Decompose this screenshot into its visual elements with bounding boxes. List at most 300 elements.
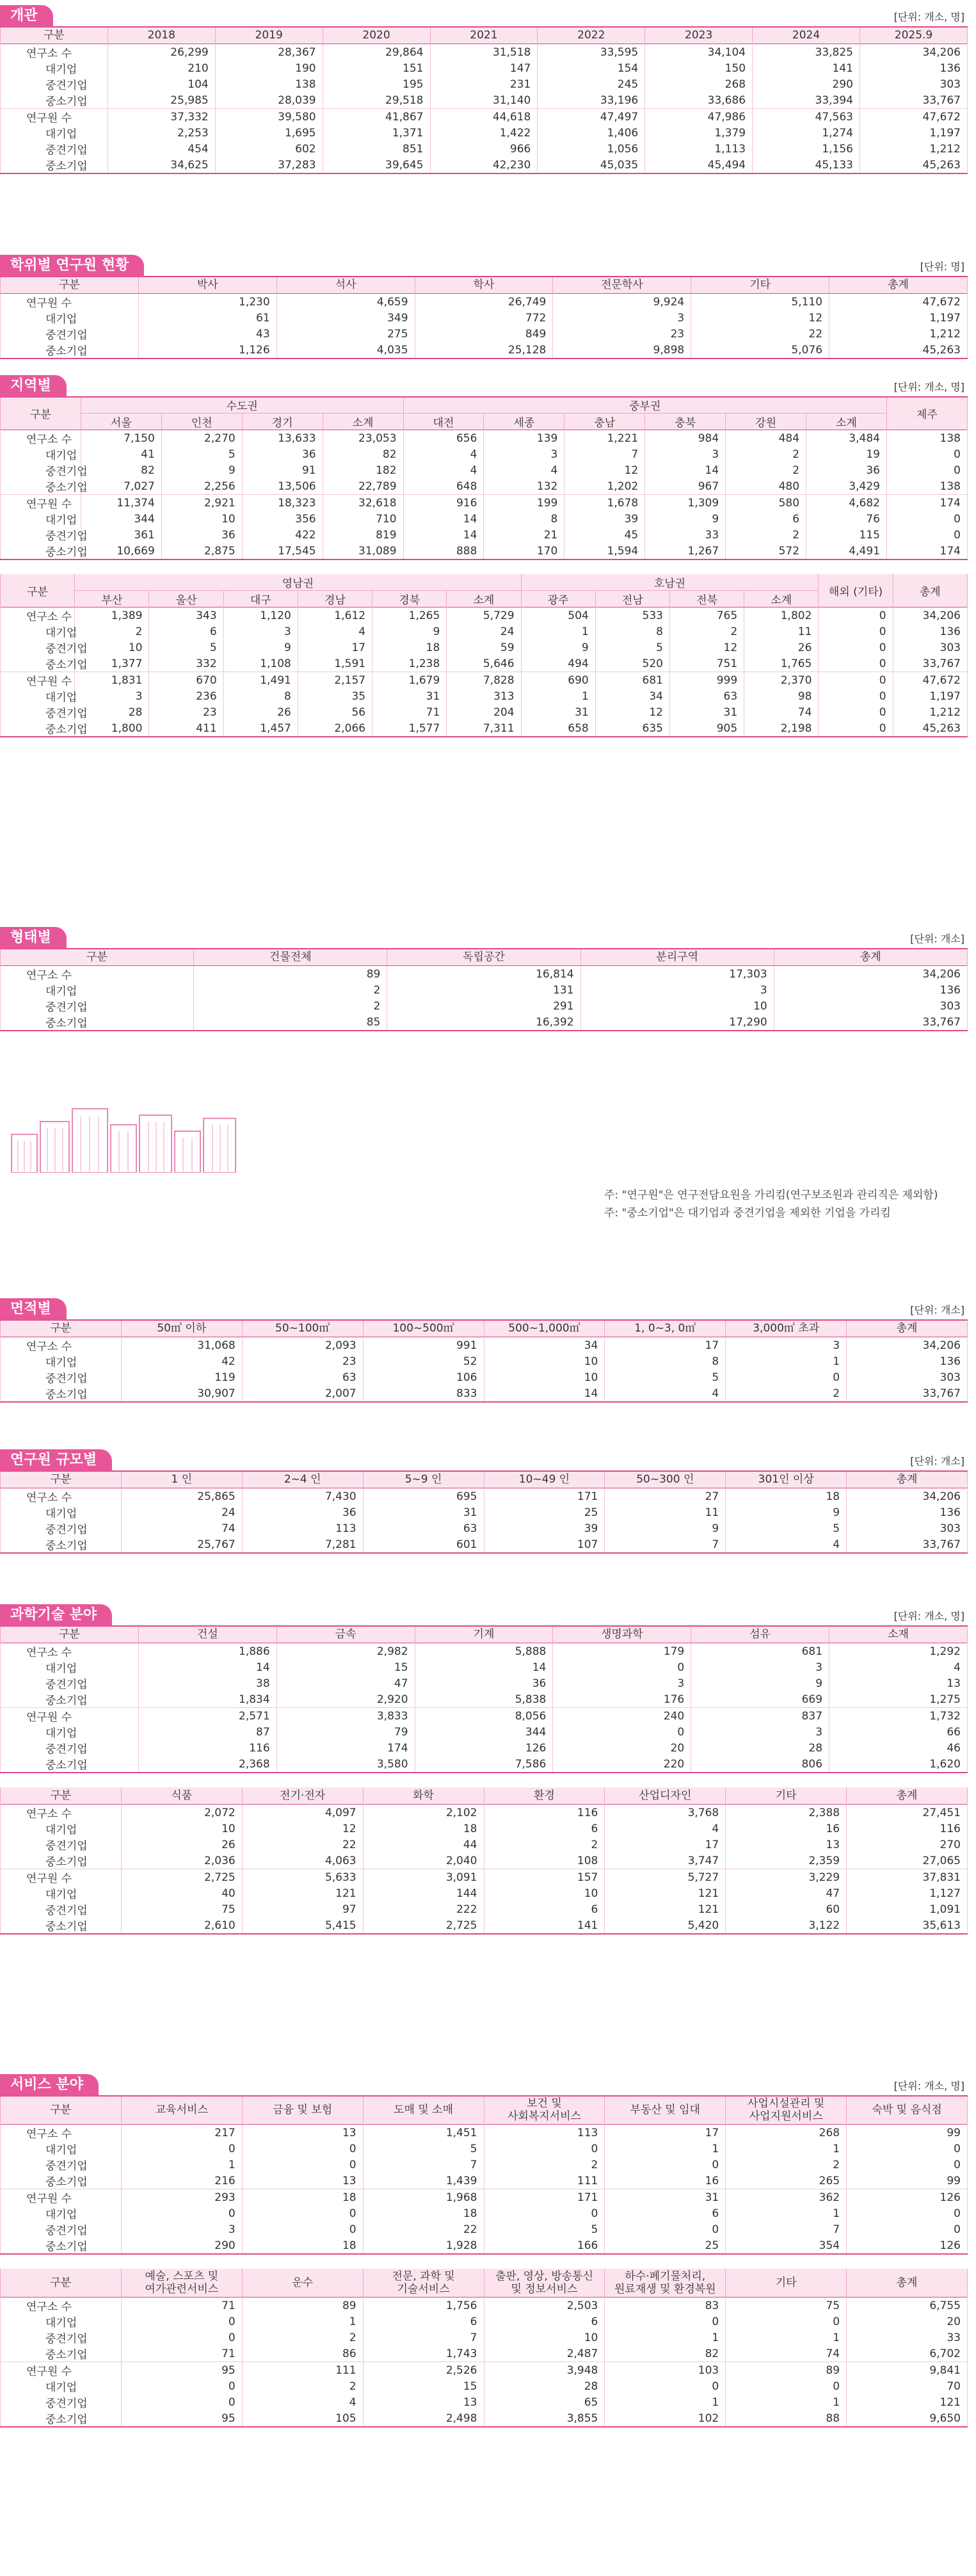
table-cell: 3,229: [726, 1869, 847, 1886]
table-cell: 190: [215, 60, 323, 76]
table-cell: 27,451: [847, 1805, 968, 1821]
table-cell: 888: [403, 543, 484, 559]
table-cell: 71: [372, 704, 447, 720]
table-cell: 480: [726, 478, 806, 495]
table-cell: 12: [595, 704, 669, 720]
table-cell: 70: [847, 2378, 968, 2394]
row-label: 중견기업: [1, 1520, 122, 1536]
row-label: 연구소 수: [1, 608, 75, 624]
column-header: 1 인: [121, 1471, 242, 1488]
table-cell: 1: [726, 2205, 847, 2221]
table-cell: 520: [595, 656, 669, 672]
table-cell: 27,065: [847, 1853, 968, 1869]
table-cell: 14: [415, 1659, 553, 1675]
table-cell: 5: [149, 640, 223, 656]
table-cell: 10: [580, 998, 774, 1014]
table-cell: 3: [726, 1337, 847, 1354]
header-row: [1, 277, 968, 294]
table-cell: 141: [753, 60, 860, 76]
table-cell: 4,491: [806, 543, 887, 559]
table-cell: 2,498: [363, 2410, 484, 2427]
table-cell: 2,368: [138, 1756, 276, 1773]
table-cell: 89: [726, 2362, 847, 2379]
service-table-2: [0, 2269, 968, 2427]
table-cell: 291: [387, 998, 580, 1014]
table-cell: 151: [323, 60, 430, 76]
table-cell: 95: [121, 2410, 242, 2427]
table-cell: 6: [363, 2314, 484, 2330]
table-cell: 290: [121, 2237, 242, 2254]
table-cell: 690: [521, 672, 595, 689]
table-cell: 4: [484, 462, 564, 478]
table-cell: 17: [298, 640, 372, 656]
table-cell: 121: [847, 2394, 968, 2410]
table-cell: 111: [484, 2173, 605, 2189]
row-label: 중소기업: [1, 656, 75, 672]
row-label: 연구원 수: [1, 672, 75, 689]
table-cell: 6: [484, 1821, 605, 1837]
column-group-header: 해외 (기타): [819, 574, 893, 608]
table-cell: 1,743: [363, 2346, 484, 2362]
table-cell: 25,767: [121, 1536, 242, 1553]
table-row: [1, 141, 968, 157]
row-label: 대기업: [1, 2141, 122, 2157]
row-label: 중견기업: [1, 2221, 122, 2237]
table-cell: 967: [645, 478, 726, 495]
table-cell: 343: [149, 608, 223, 624]
table-row: [1, 1837, 968, 1853]
table-row: [1, 342, 968, 358]
table-cell: 17,545: [242, 543, 323, 559]
row-label: 대기업: [1, 624, 75, 640]
table-row: [1, 1643, 968, 1660]
table-cell: 0: [847, 2221, 968, 2237]
table-cell: 5,110: [691, 294, 829, 310]
table-cell: 47: [726, 1885, 847, 1901]
table-cell: 71: [121, 2346, 242, 2362]
table-cell: 42,230: [430, 157, 538, 173]
column-header: 하수·폐기물처리, 원료재생 및 환경복원: [605, 2269, 726, 2298]
table-cell: 16: [605, 2173, 726, 2189]
table-cell: 2,040: [363, 1853, 484, 1869]
column-header: 50㎡ 이하: [121, 1320, 242, 1337]
table-cell: 669: [691, 1691, 829, 1708]
table-cell: 25: [484, 1504, 605, 1520]
table-cell: 17: [605, 1837, 726, 1853]
table-cell: 849: [415, 326, 553, 342]
table-cell: 1,197: [893, 688, 967, 704]
table-cell: 851: [323, 141, 430, 157]
table-cell: 138: [886, 478, 967, 495]
table-cell: 75: [121, 1901, 242, 1917]
table-row: [1, 92, 968, 109]
table-cell: 1: [521, 688, 595, 704]
table-cell: 36: [806, 462, 887, 478]
table-cell: 10: [484, 1369, 605, 1385]
table-cell: 217: [121, 2125, 242, 2141]
table-cell: 3,768: [605, 1805, 726, 1821]
table-cell: 56: [298, 704, 372, 720]
table-row: [1, 998, 968, 1014]
table-cell: 7: [564, 446, 645, 462]
table-cell: 40: [121, 1885, 242, 1901]
table-row: [1, 1353, 968, 1369]
table-cell: 28: [691, 1740, 829, 1756]
column-header: 대전: [403, 414, 484, 430]
table-cell: 82: [323, 446, 403, 462]
table-cell: 82: [81, 462, 161, 478]
table-cell: 136: [774, 982, 967, 998]
table-cell: 1,591: [298, 656, 372, 672]
table-cell: 2,388: [726, 1805, 847, 1821]
table-cell: 116: [138, 1740, 276, 1756]
table-cell: 37,283: [215, 157, 323, 173]
table-cell: 103: [605, 2362, 726, 2379]
table-cell: 6,755: [847, 2298, 968, 2314]
table-cell: 4,035: [276, 342, 415, 358]
table-cell: 220: [553, 1756, 691, 1773]
table-cell: 4,659: [276, 294, 415, 310]
table-cell: 303: [860, 76, 968, 92]
table-cell: 74: [121, 1520, 242, 1536]
table-row: [1, 2394, 968, 2410]
table-cell: 1,491: [223, 672, 298, 689]
table-cell: 204: [447, 704, 521, 720]
table-cell: 33,767: [893, 656, 967, 672]
table-cell: 24: [121, 1504, 242, 1520]
row-label: 대기업: [1, 1353, 122, 1369]
table-cell: 1: [242, 2314, 363, 2330]
table-cell: 7: [363, 2330, 484, 2346]
table-cell: 10: [75, 640, 149, 656]
table-cell: 0: [121, 2378, 242, 2394]
column-header: 운수: [242, 2269, 363, 2298]
table-cell: 0: [121, 2141, 242, 2157]
column-header: 분리구역: [580, 949, 774, 966]
table-row: [1, 1708, 968, 1725]
table-cell: 2,526: [363, 2362, 484, 2379]
header-row: [1, 1787, 968, 1805]
table-cell: 34,206: [860, 44, 968, 61]
header-row: [1, 2096, 968, 2125]
row-label: 중소기업: [1, 1756, 139, 1773]
column-header: 50~100㎡: [242, 1320, 363, 1337]
column-header: 숙박 및 음식점: [847, 2096, 968, 2125]
table-cell: 102: [605, 2410, 726, 2427]
table-cell: 47,986: [645, 109, 753, 125]
table-cell: 141: [484, 1917, 605, 1934]
table-row: [1, 2173, 968, 2189]
table-cell: 18: [372, 640, 447, 656]
column-header: 경남: [298, 591, 372, 608]
table-cell: 44: [363, 1837, 484, 1853]
table-cell: 45,263: [893, 720, 967, 737]
table-row: [1, 495, 968, 511]
section-title: 연구원 규모별: [0, 1449, 112, 1471]
table-row: [1, 1520, 968, 1536]
table-cell: 18,323: [242, 495, 323, 511]
column-header: 광주: [521, 591, 595, 608]
table-cell: 74: [726, 2346, 847, 2362]
table-cell: 1,928: [363, 2237, 484, 2254]
table-cell: 79: [276, 1724, 415, 1740]
table-cell: 236: [149, 688, 223, 704]
table-cell: 1,230: [138, 294, 276, 310]
table-cell: 991: [363, 1337, 484, 1354]
table-cell: 33: [847, 2330, 968, 2346]
table-cell: 2,007: [242, 1385, 363, 1402]
table-cell: 1,886: [138, 1643, 276, 1660]
table-cell: 34: [595, 688, 669, 704]
row-label: 대기업: [1, 1885, 122, 1901]
table-cell: 45,494: [645, 157, 753, 173]
table-cell: 16: [726, 1821, 847, 1837]
table-cell: 695: [363, 1488, 484, 1505]
table-cell: 23: [149, 704, 223, 720]
table-cell: 1,379: [645, 125, 753, 141]
table-cell: 2,036: [121, 1853, 242, 1869]
table-cell: 33,196: [538, 92, 645, 109]
table-row: [1, 2125, 968, 2141]
table-cell: 0: [847, 2157, 968, 2173]
table-cell: 33,767: [860, 92, 968, 109]
row-label: 중견기업: [1, 1837, 122, 1853]
table-cell: 26: [223, 704, 298, 720]
table-cell: 966: [430, 141, 538, 157]
table-cell: 806: [691, 1756, 829, 1773]
table-cell: 3: [645, 446, 726, 462]
table-cell: 765: [669, 608, 744, 624]
table-cell: 216: [121, 2173, 242, 2189]
table-cell: 1,309: [645, 495, 726, 511]
row-label: 연구원 수: [1, 294, 139, 310]
table-cell: 18: [363, 1821, 484, 1837]
table-cell: 533: [595, 608, 669, 624]
table-cell: 0: [847, 2205, 968, 2221]
row-label: 중소기업: [1, 543, 81, 559]
table-cell: 22: [691, 326, 829, 342]
row-label: 대기업: [1, 446, 81, 462]
table-cell: 170: [484, 543, 564, 559]
table-cell: 231: [430, 76, 538, 92]
table-cell: 3,122: [726, 1917, 847, 1934]
form-section: [0, 927, 976, 1031]
table-cell: 22: [363, 2221, 484, 2237]
table-cell: 33,595: [538, 44, 645, 61]
row-label: 중견기업: [1, 1740, 139, 1756]
table-cell: 4: [605, 1821, 726, 1837]
table-cell: 99: [847, 2125, 968, 2141]
table-cell: 31: [372, 688, 447, 704]
row-label: 대기업: [1, 2378, 122, 2394]
table-cell: 87: [138, 1724, 276, 1740]
table-cell: 34,625: [108, 157, 215, 173]
table-cell: 30,907: [121, 1385, 242, 1402]
table-cell: 2,725: [363, 1917, 484, 1934]
table-cell: 195: [323, 76, 430, 92]
table-cell: 8,056: [415, 1708, 553, 1725]
table-cell: 13: [242, 2173, 363, 2189]
column-header: 구분: [1, 277, 139, 294]
table-cell: 136: [847, 1504, 968, 1520]
size-section: [0, 1449, 976, 1554]
table-cell: 89: [194, 966, 387, 983]
table-cell: 494: [521, 656, 595, 672]
column-header: 교육서비스: [121, 2096, 242, 2125]
table-cell: 32,618: [323, 495, 403, 511]
row-label: 대기업: [1, 511, 81, 527]
table-cell: 61: [138, 310, 276, 326]
table-cell: 111: [242, 2362, 363, 2379]
table-cell: 454: [108, 141, 215, 157]
table-cell: 17: [605, 2125, 726, 2141]
table-cell: 1: [121, 2157, 242, 2173]
table-row: [1, 109, 968, 125]
table-cell: 136: [893, 624, 967, 640]
table-cell: 2,920: [276, 1691, 415, 1708]
table-cell: 580: [726, 495, 806, 511]
table-cell: 349: [276, 310, 415, 326]
column-header: 소재: [829, 1626, 968, 1643]
table-cell: 17,290: [580, 1014, 774, 1031]
table-cell: 5: [161, 446, 242, 462]
table-cell: 27: [605, 1488, 726, 1505]
column-header: 예술, 스포츠 및 여가관련서비스: [121, 2269, 242, 2298]
table-cell: 47,672: [829, 294, 968, 310]
table-cell: 5,646: [447, 656, 521, 672]
table-cell: 303: [893, 640, 967, 656]
table-row: [1, 1756, 968, 1773]
column-header: 화학: [363, 1787, 484, 1805]
column-header: 학사: [415, 277, 553, 294]
region-table-1: [0, 397, 968, 560]
table-cell: 1,457: [223, 720, 298, 737]
column-header: 총계: [847, 1471, 968, 1488]
column-header: 충북: [645, 414, 726, 430]
table-cell: 18: [242, 2237, 363, 2254]
row-label: 대기업: [1, 125, 108, 141]
table-cell: 9: [691, 1675, 829, 1691]
note-researcher: 주: "연구원"은 연구전담요원을 가리킴(연구보조원과 관리직은 제외함): [604, 1189, 938, 1202]
table-cell: 344: [415, 1724, 553, 1740]
table-cell: 39,580: [215, 109, 323, 125]
table-cell: 7,150: [81, 430, 161, 447]
table-cell: 33,825: [753, 44, 860, 61]
table-cell: 9: [726, 1504, 847, 1520]
table-cell: 0: [242, 2141, 363, 2157]
row-label: 중견기업: [1, 2330, 122, 2346]
table-cell: 2,982: [276, 1643, 415, 1660]
table-cell: 33,686: [645, 92, 753, 109]
table-cell: 106: [363, 1369, 484, 1385]
table-cell: 2: [726, 527, 806, 543]
table-row: [1, 672, 968, 689]
table-cell: 4: [298, 624, 372, 640]
table-cell: 21: [484, 527, 564, 543]
table-cell: 8: [223, 688, 298, 704]
column-header: 구분: [1, 949, 194, 966]
column-header: 울산: [149, 591, 223, 608]
table-cell: 275: [276, 326, 415, 342]
table-row: [1, 1869, 968, 1886]
table-cell: 9: [223, 640, 298, 656]
table-cell: 47: [276, 1675, 415, 1691]
table-row: [1, 2346, 968, 2362]
table-cell: 2,359: [726, 1853, 847, 1869]
header-row: [1, 1626, 968, 1643]
table-cell: 42: [121, 1353, 242, 1369]
table-cell: 916: [403, 495, 484, 511]
column-header: 2025.9: [860, 27, 968, 44]
table-cell: 11: [605, 1504, 726, 1520]
row-label: 중견기업: [1, 462, 81, 478]
table-row: [1, 310, 968, 326]
column-header: 1, 0~3, 0㎡: [605, 1320, 726, 1337]
column-header: 강원: [726, 414, 806, 430]
table-cell: 0: [819, 624, 893, 640]
row-label: 대기업: [1, 1659, 139, 1675]
section-title: 지역별: [0, 375, 67, 397]
table-cell: 819: [323, 527, 403, 543]
table-cell: 1,267: [645, 543, 726, 559]
table-cell: 138: [215, 76, 323, 92]
column-group-header: 구분: [1, 397, 81, 430]
table-cell: 36: [242, 1504, 363, 1520]
table-cell: 2,066: [298, 720, 372, 737]
table-cell: 15: [363, 2378, 484, 2394]
table-cell: 1,113: [645, 141, 753, 157]
column-header: 2019: [215, 27, 323, 44]
table-cell: 3: [553, 310, 691, 326]
column-header: 환경: [484, 1787, 605, 1805]
table-cell: 39: [484, 1520, 605, 1536]
table-cell: 2: [484, 2157, 605, 2173]
column-header: 전기·전자: [242, 1787, 363, 1805]
table-cell: 26: [121, 1837, 242, 1853]
table-cell: 107: [484, 1536, 605, 1553]
table-cell: 91: [242, 462, 323, 478]
table-cell: 833: [363, 1385, 484, 1402]
table-cell: 3,833: [276, 1708, 415, 1725]
table-cell: 9,924: [553, 294, 691, 310]
table-cell: 85: [194, 1014, 387, 1031]
table-cell: 7: [726, 2221, 847, 2237]
row-label: 대기업: [1, 310, 139, 326]
table-cell: 3,091: [363, 1869, 484, 1886]
table-cell: 6: [149, 624, 223, 640]
table-cell: 332: [149, 656, 223, 672]
row-label: 중견기업: [1, 76, 108, 92]
table-cell: 751: [669, 656, 744, 672]
table-row: [1, 640, 968, 656]
table-cell: 356: [242, 511, 323, 527]
table-cell: 20: [553, 1740, 691, 1756]
column-group-header: 중부권: [403, 397, 886, 414]
column-header: 경기: [242, 414, 323, 430]
table-cell: 1,765: [744, 656, 819, 672]
table-cell: 139: [484, 430, 564, 447]
table-cell: 222: [363, 1901, 484, 1917]
table-cell: 150: [645, 60, 753, 76]
table-row: [1, 44, 968, 61]
row-label: 연구소 수: [1, 2298, 122, 2314]
table-cell: 1,238: [372, 656, 447, 672]
table-cell: 4: [403, 462, 484, 478]
table-cell: 5,727: [605, 1869, 726, 1886]
table-cell: 1: [605, 2394, 726, 2410]
table-cell: 28,039: [215, 92, 323, 109]
column-header: 총계: [847, 1320, 968, 1337]
